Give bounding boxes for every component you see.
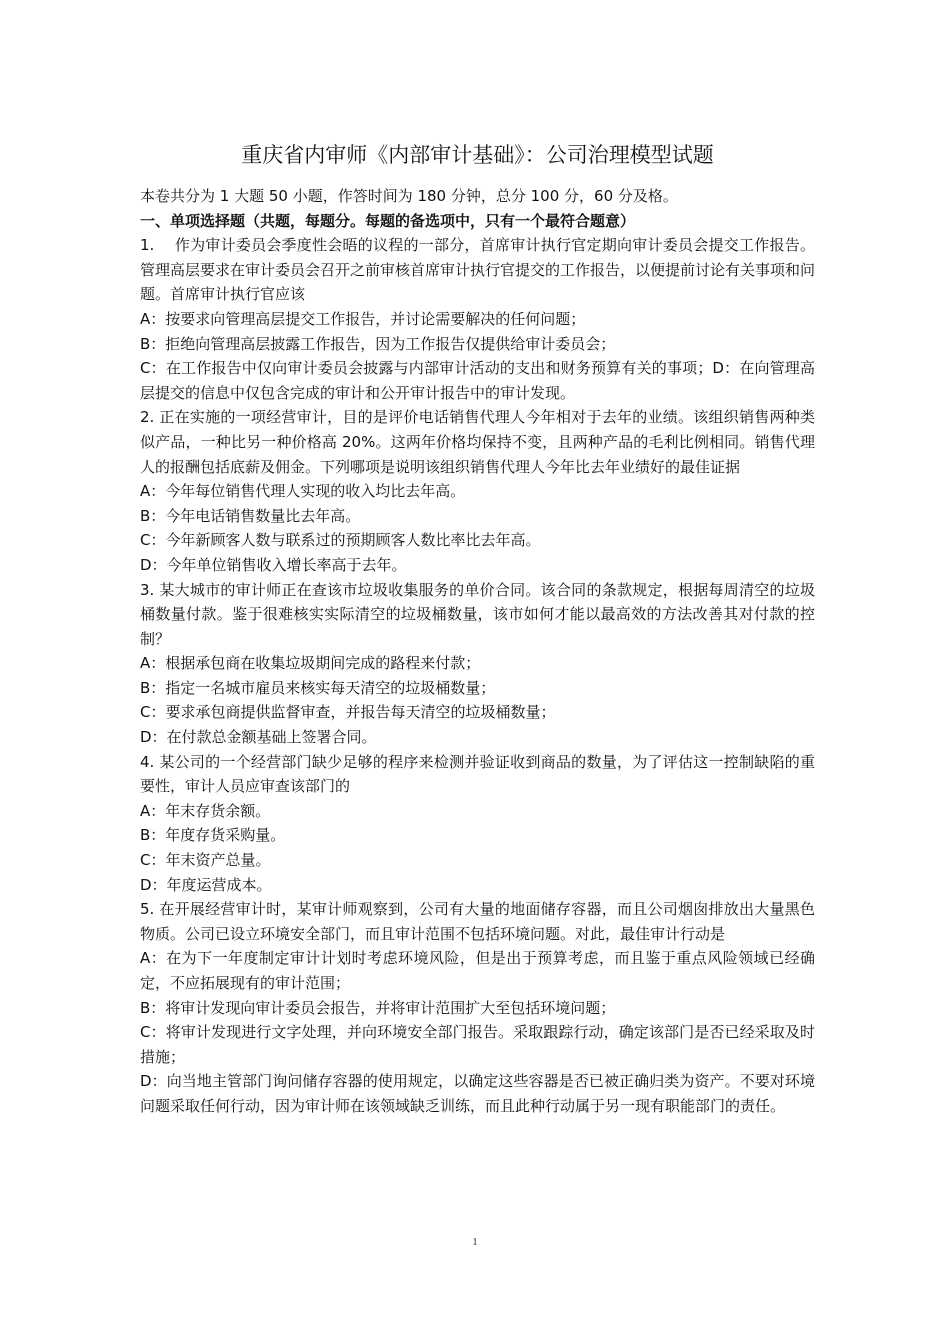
- question-2-option-d: D：今年单位销售收入增长率高于去年。: [140, 555, 407, 574]
- question-3-option-a: A：根据承包商在收集垃圾期间完成的路程来付款；: [140, 654, 481, 673]
- question-1-stem: 1. 作为审计委员会季度性会晤的议程的一部分，首席审计执行官定期向审计委员会提交工作报告。管理高层要求在审计委员会召开之前审核首席审计执行官提交的工作报告，以便提前讨论有关事项和问题。首席审计执行官应该: [140, 236, 816, 304]
- question-4-option-a: A：年末存货余额。: [140, 801, 271, 820]
- question-2-option-b: B：今年电话销售数量比去年高。: [140, 506, 361, 525]
- question-3-option-b: B：指定一名城市雇员来核实每天清空的垃圾桶数量；: [140, 678, 496, 697]
- question-2-option-c: C：今年新顾客人数与联系过的预期顾客人数比率比去年高。: [140, 531, 541, 550]
- question-5-option-b: B：将审计发现向审计委员会报告，并将审计范围扩大至包括环境问题；: [140, 998, 616, 1017]
- question-4-option-c: C：年末资产总量。: [140, 851, 271, 870]
- question-5-option-a: A：在为下一年度制定审计计划时考虑环境风险，但是出于预算考虑，而且鉴于重点风险领域已经确定，不应拓展现有的审计范围；: [140, 949, 815, 992]
- question-4-option-b: B：年度存货采购量。: [140, 826, 286, 845]
- question-1-option-c: C：在工作报告中仅向审计委员会披露与内部审计活动的支出和财务预算有关的事项；D：在向管理高层提交的信息中仅包含完成的审计和公开审计报告中的审计发现。: [140, 359, 815, 402]
- question-1-option-b: B：拒绝向管理高层披露工作报告，因为工作报告仅提供给审计委员会；: [140, 334, 616, 353]
- question-3-option-d: D：在付款总金额基础上签署合同。: [140, 728, 377, 747]
- document-page: [140, 140, 815, 1119]
- section-heading: 一、单项选择题（共题，每题分。每题的备选项中，只有一个最符合题意）: [140, 211, 636, 230]
- question-5-option-c: C：将审计发现进行文字处理，并向环境安全部门报告。采取跟踪行动，确定该部门是否已经采取及时措施；: [140, 1023, 815, 1066]
- question-3-option-c: C：要求承包商提供监督审查，并报告每天清空的垃圾桶数量；: [140, 703, 556, 722]
- question-5-stem: 5. 在开展经营审计时，某审计师观察到，公司有大量的地面储存容器，而且公司烟囱排放出大量黑色物质。公司已设立环境安全部门，而且审计范围不包括环境问题。对此，最佳审计行动是: [140, 900, 815, 943]
- question-1-option-a: A：按要求向管理高层提交工作报告，并讨论需要解决的任何问题；: [140, 309, 586, 328]
- page-number: 1: [472, 1236, 478, 1248]
- question-2-stem: 2. 正在实施的一项经营审计，目的是评价电话销售代理人今年相对于去年的业绩。该组织销售两种类似产品，一种比另一种价格高 20%。这两年价格均保持不变，且两种产品的毛利比例相同。销售代理人的报酬包括底薪及佣金。下列哪项是说明该组织销售代理人今年比去年业绩好的最佳证据: [140, 408, 815, 476]
- exam-intro: 本卷共分为 1 大题 50 小题，作答时间为 180 分钟，总分 100 分，60 分及格。: [140, 187, 678, 205]
- question-2-option-a: A：今年每位销售代理人实现的收入均比去年高。: [140, 482, 466, 501]
- question-4-stem: 4. 某公司的一个经营部门缺少足够的程序来检测并验证收到商品的数量，为了评估这一控制缺陷的重要性，审计人员应审查该部门的: [140, 752, 815, 796]
- question-5-option-d: D：向当地主管部门询问储存容器的使用规定，以确定这些容器是否已被正确归类为资产。不要对环境问题采取任何行动，因为审计师在该领域缺乏训练，而且此种行动属于另一现有职能部门的责任。: [140, 1072, 815, 1115]
- document-title: 重庆省内审师《内部审计基础》：公司治理模型试题: [241, 143, 714, 167]
- question-3-stem: 3. 某大城市的审计师正在查该市垃圾收集服务的单价合同。该合同的条款规定，根据每周清空的垃圾桶数量付款。鉴于很难核实实际清空的垃圾桶数量，该市如何才能以最高效的方法改善其对付款的控制？: [140, 580, 815, 648]
- question-4-option-d: D：年度运营成本。: [140, 875, 272, 894]
